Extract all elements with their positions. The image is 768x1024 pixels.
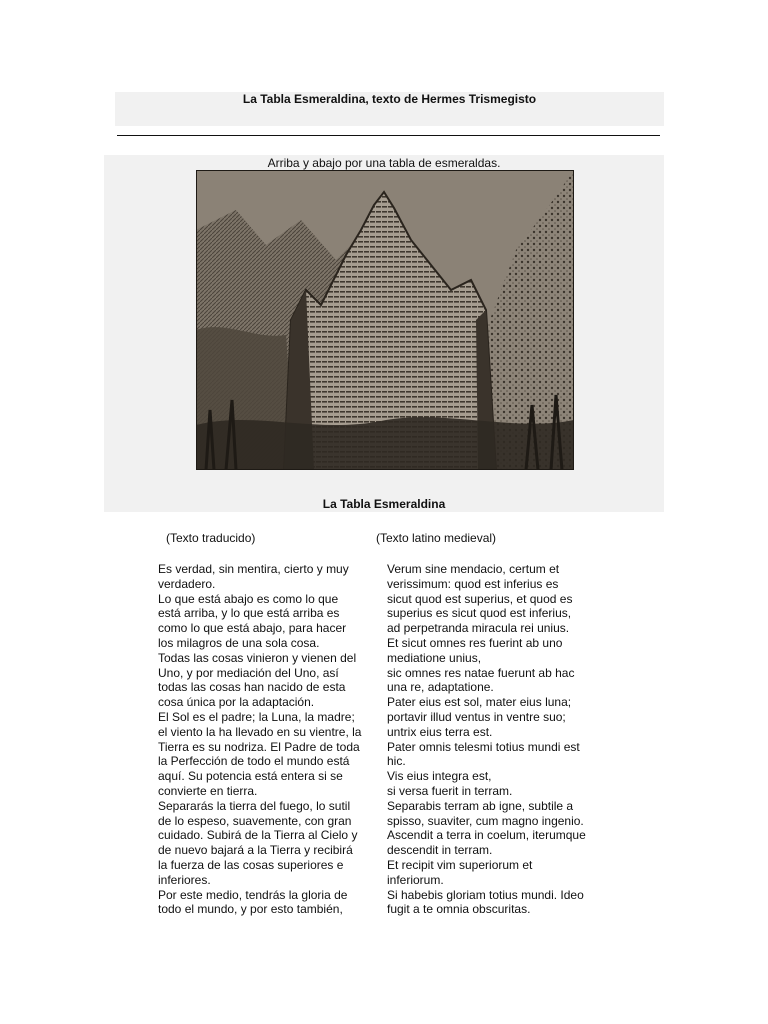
section-title: La Tabla Esmeraldina [322, 497, 446, 511]
latin-text-line: superius es sicut quod est inferius, [387, 606, 572, 621]
document-title: La Tabla Esmeraldina, texto de Hermes Trismegisto [242, 92, 537, 106]
translated-text-line: todo el mundo, y por esto también, [158, 902, 343, 917]
latin-text-line: Verum sine mendacio, certum et [387, 562, 560, 576]
translated-text-line: Es verdad, sin mentira, cierto y muy [158, 562, 349, 576]
translated-text-line: Uno, y por mediación del Uno, así [158, 665, 339, 680]
title-underline [117, 135, 660, 136]
emerald-tablet-engraving-icon [196, 170, 574, 470]
latin-text-line: fugit a te omnia obscuritas. [387, 902, 531, 917]
latin-text-line: si versa fuerit in terram. [387, 783, 513, 798]
translated-text-line: Todas las cosas vinieron y vienen del [158, 650, 357, 665]
translated-text-line: la Perfección de todo el mundo está [158, 754, 350, 769]
translated-text-line: de lo espeso, suavemente, con gran [158, 813, 352, 828]
latin-text-line: Vis eius integra est, [387, 769, 492, 784]
latin-text-line: Ascendit a terra in coelum, iterumque [387, 828, 586, 843]
translated-text-line: los milagros de una sola cosa. [158, 635, 320, 650]
latin-text-line: sicut quod est superius, et quod es [387, 591, 573, 606]
latin-text-line: Pater eius est sol, mater eius luna; [387, 695, 572, 710]
translated-text-line: convierte en tierra. [158, 783, 258, 798]
translated-text-line: Lo que está abajo es como lo que [158, 591, 339, 606]
translated-text-line: Tierra es su nodriza. El Padre de toda [158, 739, 360, 754]
latin-text-line: portavir illud ventus in ventre suo; [387, 709, 566, 724]
latin-text-line: Si habebis gloriam totius mundi. Ideo [387, 887, 584, 902]
translated-text-line: todas las cosas han nacido de esta [158, 680, 346, 695]
latin-text-line: Et sicut omnes res fuerint ab uno [387, 635, 563, 650]
column-heading-latin: (Texto latino medieval) [376, 531, 497, 545]
translated-text-line: inferiores. [158, 872, 211, 887]
latin-text-line: verissimum: quod est inferius es [387, 576, 559, 591]
latin-text-line: Et recipit vim superiorum et [387, 857, 533, 872]
translated-text-line: verdadero. [158, 576, 216, 591]
translated-text-line: está arriba, y lo que está arriba es [158, 606, 340, 621]
latin-text-line: untrix eius terra est. [387, 724, 493, 739]
translated-text-line: El Sol es el padre; la Luna, la madre; [158, 709, 355, 724]
latin-text-column [387, 562, 607, 917]
latin-text-line: descendit in terram. [387, 843, 493, 858]
translated-text-line: Por este medio, tendrás la gloria de [158, 887, 348, 902]
latin-text-line: hic. [387, 754, 406, 769]
image-caption: Arriba y abajo por una tabla de esmeraldas. [267, 156, 501, 170]
translated-text-column [158, 562, 378, 917]
latin-text-line: sic omnes res natae fuerunt ab hac [387, 665, 575, 680]
latin-text-line: spisso, suaviter, cum magno ingenio. [387, 813, 584, 828]
latin-text-line: mediatione unius, [387, 650, 482, 665]
latin-text-line: ad perpetranda miracula rei unius. [387, 621, 570, 636]
translated-text-line: la fuerza de las cosas superiores e [158, 857, 344, 872]
latin-text-line: inferiorum. [387, 872, 444, 887]
translated-text-line: el viento la ha llevado en su vientre, la [158, 724, 362, 739]
latin-text-line: una re, adaptatione. [387, 680, 494, 695]
translated-text-line: cosa única por la adaptación. [158, 695, 315, 710]
translated-text-line: como lo que está abajo, para hacer [158, 621, 347, 636]
translated-text-line: de nuevo bajará a la Tierra y recibirá [158, 843, 353, 858]
latin-text-line: Pater omnis telesmi totius mundi est [387, 739, 580, 754]
foreground-ground [196, 417, 574, 470]
latin-text-line: Separabis terram ab igne, subtile a [387, 798, 574, 813]
column-heading-translated: (Texto traducido) [166, 531, 256, 545]
translated-text-line: Separarás la tierra del fuego, lo sutil [158, 798, 351, 813]
translated-text-line: cuidado. Subirá de la Tierra al Cielo y [158, 828, 358, 843]
translated-text-line: aquí. Su potencia está entera si se [158, 769, 343, 784]
